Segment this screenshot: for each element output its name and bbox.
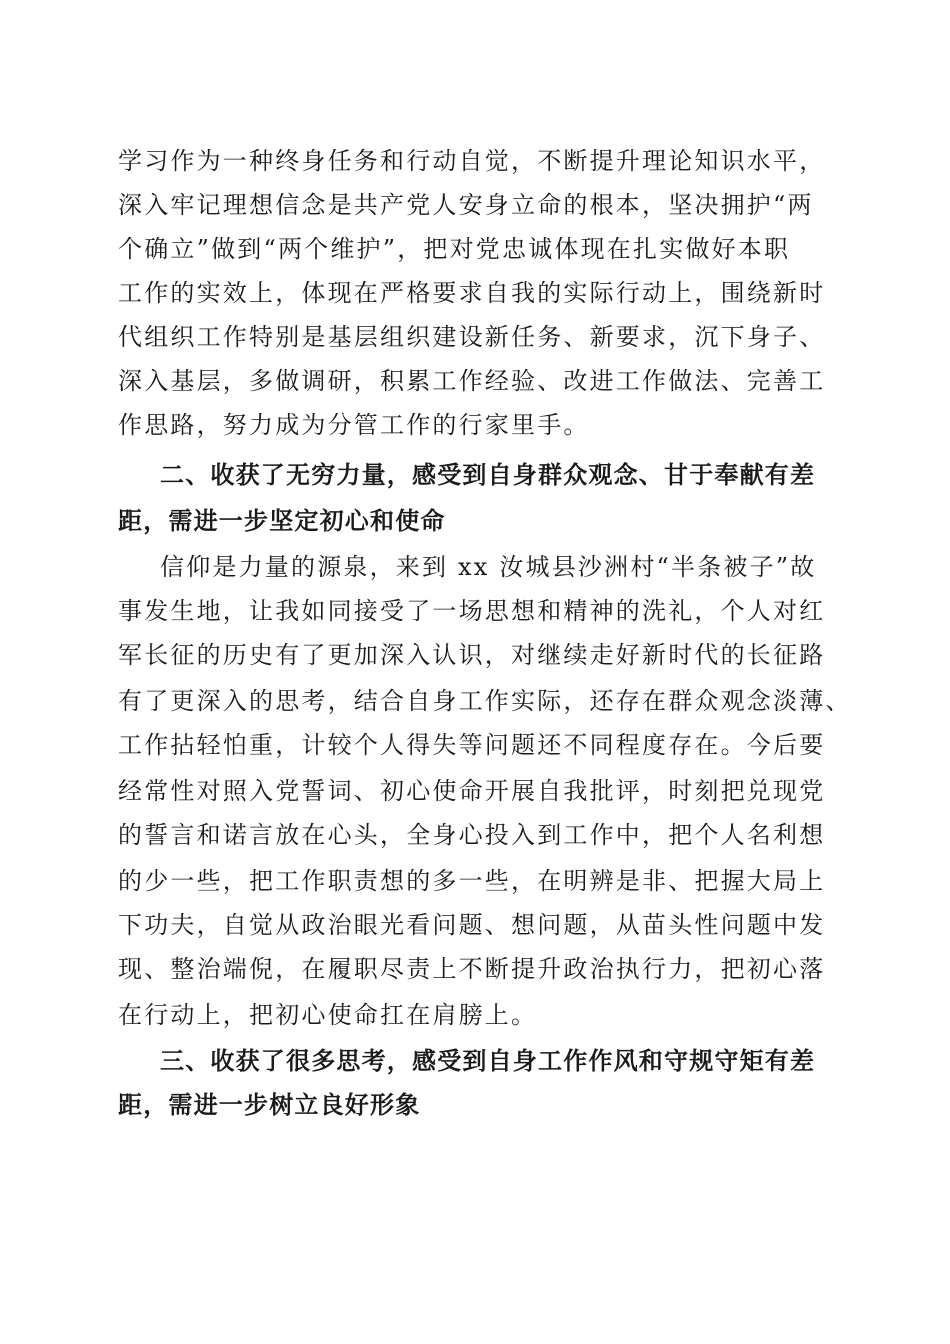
section-heading-3: 距，需进一步树立良好形象 bbox=[118, 1091, 421, 1119]
paragraph-line: 的誓言和诺言放在心头，全身心投入到工作中，把个人名利想 bbox=[118, 821, 826, 849]
paragraph-line: 工作的实效上，体现在严格要求自我的实际行动上，围绕新时 bbox=[118, 279, 826, 307]
paragraph-line: 个确立”做到“两个维护”，把对党忠诚体现在扎实做好本职 bbox=[118, 235, 791, 263]
paragraph-line: 现、整治端倪，在履职尽责上不断提升政治执行力，把初心落 bbox=[118, 955, 826, 983]
paragraph-line: 作思路，努力成为分管工作的行家里手。 bbox=[118, 411, 590, 439]
section-heading-2: 二、收获了无穷力量，感受到自身群众观念、甘于奉献有差 bbox=[160, 461, 816, 489]
paragraph-line: 事发生地，让我如同接受了一场思想和精神的洗礼，个人对红 bbox=[118, 597, 826, 625]
paragraph-line: 学习作为一种终身任务和行动自觉，不断提升理论知识水平， bbox=[118, 147, 826, 175]
paragraph-line: 的少一些，把工作职责想的多一些，在明辨是非、把握大局上 bbox=[118, 867, 826, 895]
paragraph-line: 工作拈轻怕重，计较个人得失等问题还不同程度存在。今后要 bbox=[118, 731, 826, 759]
paragraph-line: 下功夫，自觉从政治眼光看问题、想问题，从苗头性问题中发 bbox=[118, 911, 826, 939]
paragraph-line: 在行动上，把初心使命扛在肩膀上。 bbox=[118, 1001, 538, 1029]
paragraph-line: 深入牢记理想信念是共产党人安身立命的根本，坚决拥护“两 bbox=[118, 191, 814, 219]
paragraph-line: 信仰是力量的源泉，来到 xx 汝城县沙洲村“半条被子”故 bbox=[160, 553, 817, 581]
paragraph-line: 经常性对照入党誓词、初心使命开展自我批评，时刻把兑现党 bbox=[118, 777, 826, 805]
paragraph-line: 有了更深入的思考，结合自身工作实际，还存在群众观念淡薄、 bbox=[118, 687, 852, 715]
section-heading-2: 距，需进一步坚定初心和使命 bbox=[118, 507, 446, 535]
paragraph-line: 军长征的历史有了更加深入认识，对继续走好新时代的长征路 bbox=[118, 641, 826, 669]
paragraph-line: 深入基层，多做调研，积累工作经验、改进工作做法、完善工 bbox=[118, 367, 826, 395]
section-heading-3: 三、收获了很多思考，感受到自身工作作风和守规守矩有差 bbox=[160, 1047, 816, 1075]
paragraph-line: 代组织工作特别是基层组织建设新任务、新要求，沉下身子、 bbox=[118, 323, 826, 351]
